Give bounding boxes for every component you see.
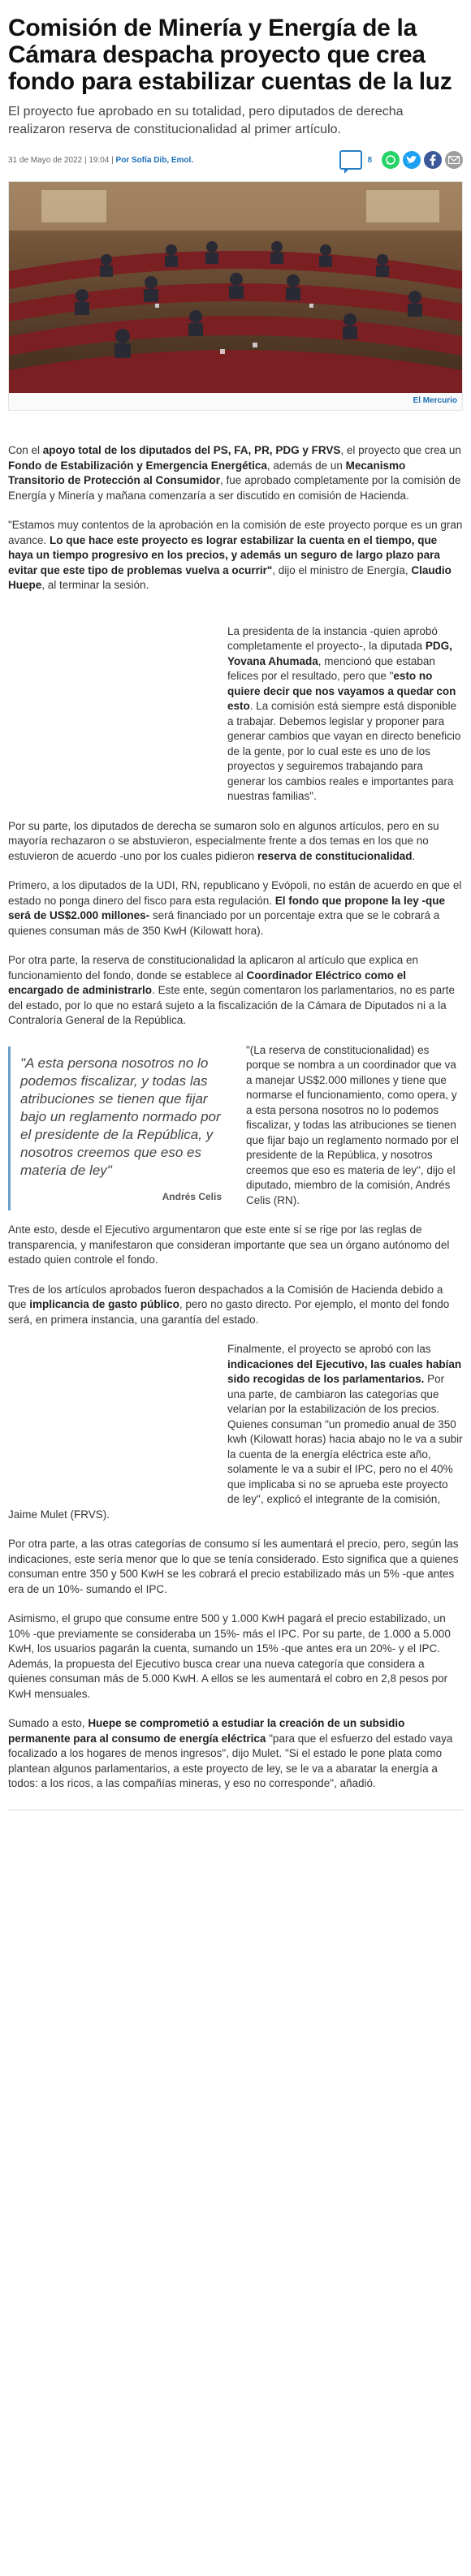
twitter-icon[interactable] bbox=[403, 151, 421, 169]
email-icon[interactable] bbox=[445, 151, 463, 169]
paragraph-8: Ante esto, desde el Ejecutivo argumentaron que este ente sí se rige por las reglas de transparencia, y manifestaron que consideran importante que sea un órgano autónomo del estado quien controle el fondo. bbox=[8, 1223, 450, 1266]
paragraph-10: Finalmente, el proyecto se aprobó con las indicaciones del Ejecutivo, las cuales habían sido recogidas de los parlamentarios. Por una parte, de cambiaron las categorías que velarían por la estabilización de los precios. Quienes consuman "un promedio anual de 350 kwh (Kilowatt horas) hacia abajo no le va a subir la cuenta de la energía eléctrica este año, solamente le va a subir el IPC, pero no el 40% que implicaba si no se aprueba este proyecto de ley", explicó el integrante de la comisión, Jaime Mulet (FRVS). bbox=[8, 1343, 463, 1521]
article-photo bbox=[8, 181, 463, 411]
date-byline bbox=[8, 156, 193, 165]
paragraph-9: Tres de los artículos aprobados fueron despachados a la Comisión de Hacienda debido a que implicancia de gasto público, pero no gasto directo. Por ejemplo, el monto del fondo será, en primera instancia, una garantía del estado. bbox=[8, 1283, 450, 1326]
article-lead: El proyecto fue aprobado en su totalidad, pero diputados de derecha realizaron reserva de constitucionalidad al primer artículo. bbox=[8, 105, 404, 136]
photo-credit: El Mercurio bbox=[413, 396, 457, 405]
paragraph-7: "(La reserva de constitucionalidad) es porque se nombra a un coordinador que va a manejar US$2.000 millones y tiene que normarse el funcionamiento, como opera, y a esta persona nosotros no lo podemos fiscalizar, y todas las atribuciones se tienen que fijar bajo un reglamento normado por el presidente de la República, y nosotros creemos que eso es materia de ley", dijo el diputado, miembro de la comisión, Andrés Celis (RN). bbox=[246, 1043, 459, 1206]
whatsapp-icon[interactable] bbox=[382, 151, 400, 169]
facebook-icon[interactable] bbox=[424, 151, 442, 169]
paragraph-4: Por su parte, los diputados de derecha se sumaron solo en algunos artículos, pero en su mayoría rechazaron o se abstuvieron, especialmente frente a dos temas en los que no estuvieron de acuerdo -uno por los cuales pidieron reserva de constitucionalidad. bbox=[8, 819, 439, 862]
share-bar bbox=[339, 150, 463, 170]
article-title: Comisión de Minería y Energía de la Cámara despacha proyecto que crea fondo para estabilizar cuentas de la luz bbox=[8, 15, 452, 95]
pull-quote bbox=[8, 1046, 230, 1210]
article-meta bbox=[8, 150, 463, 170]
paragraph-11: Por otra parte, a las otras categorías de consumo sí les aumentará el precio, pero, según las indicaciones, este sería menor que lo que se tenía considerado. Esto significa que a quienes consuman entre 350 y 500 KwH se les cobrará el precio estabilizado más un 5% -que antes era de un 10%- sumando el IPC. bbox=[8, 1538, 459, 1595]
paragraph-3: La presidenta de la instancia -quien aprobó completamente el proyecto-, la diputada PDG, Yovana Ahumada, mencionó que estaban felices por el resultado, pero que "esto no quiere decir que nos vayamos a quedar con esto. La comisión está siempre está disponible a trabajar. Debemos legislar y proponer para generar cambios que vayan en directo beneficio de la gente, por lo cual este es uno de los proyectos y seguiremos trabajando para generar los cambios reales e importantes para nuestras familias". bbox=[227, 624, 461, 802]
paragraph-12: Asimismo, el grupo que consume entre 500 y 1.000 KwH pagará el precio estabilizado, un 10% -que previamente se consideraba un 15%- más el IPC. Por su parte, de 1.000 a 5.000 KwH, los usuarios pagarán la cuenta, sumando un 15% -que antes era un 20%- y el IPC. Además, la propuesta del Ejecutivo busca crear una nueva categoría que considera a quienes consuman más de 5.000 KwH. A ellos se les aumentará el cobro en 2,8 pesos por KwH mensuales. bbox=[8, 1612, 451, 1700]
chamber-photo bbox=[9, 182, 462, 393]
article-date: 31 de Mayo de 2022 | 19:04 | bbox=[8, 155, 114, 165]
article-byline[interactable]: Por Sofía Dib, Emol. bbox=[115, 155, 194, 165]
pull-quote-text: "A esta persona nosotros no lo podemos fiscalizar, y todas las atribuciones se tienen que fijar bajo un reglamento normado por el presidente de la República, y nosotros creemos que eso es materia de ley" bbox=[20, 1055, 221, 1178]
paragraph-2: "Estamos muy contentos de la aprobación en la comisión de este proyecto porque es un gran avance. Lo que hace este proyecto es lograr estabilizar la cuenta en el tiempo, que haya un tiempo progresivo en los precios, y además un seguro de largo plazo para evitar que este tipo de problemas vuelva a ocurrir", dijo el ministro de Energía, Claudio Huepe, al terminar la sesión. bbox=[8, 519, 463, 591]
paragraph-5: Primero, a los diputados de la UDI, RN, republicano y Evópoli, no están de acuerdo en que el estado no ponga dinero del fisco para esta regulación. El fondo que propone la ley -que será de US$2.000 millones- será financiado por un porcentaje extra que se le cobrará a quienes consuman más de 350 KwH (Kilowatt hora). bbox=[8, 879, 462, 937]
paragraph-6: Por otra parte, la reserva de constitucionalidad la aplicaron al artículo que explica en funcionamiento del fondo, donde se establece al Coordinador Eléctrico como el encargado de administrarlo. Este ente, según comentaron los parlamentarios, no es parte del estado, por lo que no estará sujeto a la fiscalización de la Cámara de Diputados ni a la Contraloría General de la República. bbox=[8, 954, 456, 1026]
comment-count[interactable]: 8 bbox=[367, 155, 372, 165]
paragraph-13: Sumado a esto, Huepe se comprometió a estudiar la creación de un subsidio permanente para al consumo de energía eléctrica "para que el esfuerzo del estado vaya focalizado a los hogares de menos ingresos", dijo Mulet. "Si el estado le pone plata como plantean algunos parlamentarios, a este proyecto de ley, se le va a abaratar la energía a todos: a los ricos, a las compañías mineras, y eso no corresponde", añadió. bbox=[8, 1717, 453, 1789]
comment-icon[interactable] bbox=[339, 150, 362, 170]
pull-quote-author: Andrés Celis bbox=[162, 1190, 222, 1202]
paragraph-1: Con el apoyo total de los diputados del PS, FA, PR, PDG y FRVS, el proyecto que crea un Fondo de Estabilización y Emergencia Energética, además de un Mecanismo Transitorio de Protección al Consumidor, fue aprobado completamente por la comisión de Energía y Minería y mañana comenzaría a ser discutido en comisión de Hacienda. bbox=[8, 444, 461, 502]
